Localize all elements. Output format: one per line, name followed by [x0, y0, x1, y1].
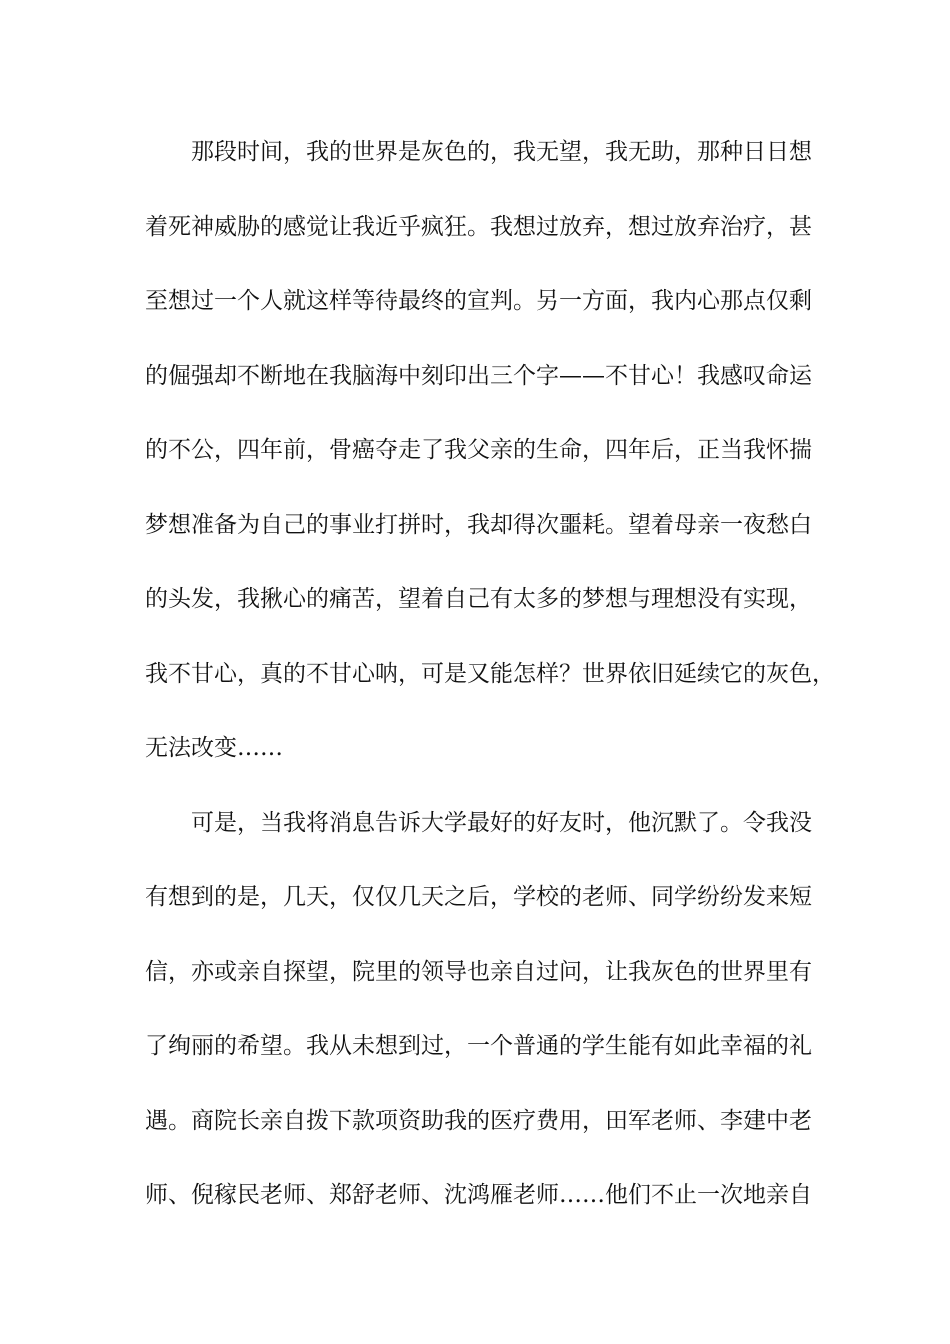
paragraph-line: 师、倪稼民老师、郑舒老师、沈鸿雁老师……他们不止一次地亲自: [145, 1182, 812, 1208]
paragraph-line: 着死神威胁的感觉让我近乎疯狂。我想过放弃，想过放弃治疗，甚: [145, 213, 812, 240]
paragraph-1: [145, 128, 835, 799]
paragraph-line: 信，亦或亲自探望，院里的领导也亲自过问，让我灰色的世界里有: [145, 958, 812, 985]
paragraph-line: 的倔强却不断地在我脑海中刻印出三个字——不甘心！我感叹命运: [145, 362, 812, 389]
paragraph-line: 可是，当我将消息告诉大学最好的好友时，他沉默了。令我没: [191, 809, 812, 836]
paragraph-line: 梦想准备为自己的事业打拼时，我却得次噩耗。望着母亲一夜愁白: [145, 511, 812, 538]
paragraph-line: 我不甘心，真的不甘心呐，可是又能怎样？世界依旧延续它的灰色，: [145, 660, 835, 687]
document-body: [145, 128, 835, 1246]
paragraph-line: 有想到的是，几天，仅仅几天之后，学校的老师、同学纷纷发来短: [145, 884, 812, 910]
paragraph-line: 至想过一个人就这样等待最终的宣判。另一方面，我内心那点仅剩: [145, 288, 812, 314]
paragraph-line: 那段时间，我的世界是灰色的，我无望，我无助，那种日日想: [191, 139, 812, 165]
paragraph-2: [145, 799, 825, 1246]
paragraph-line: 了绚丽的希望。我从未想到过，一个普通的学生能有如此幸福的礼: [145, 1033, 812, 1059]
paragraph-line: 的头发，我揪心的痛苦，望着自己有太多的梦想与理想没有实现，: [145, 586, 812, 612]
paragraph-line: 的不公，四年前，骨癌夺走了我父亲的生命，四年后，正当我怀揣: [145, 437, 812, 463]
paragraph-line: 无法改变……: [145, 735, 283, 761]
paragraph-line: 遇。商院长亲自拨下款项资助我的医疗费用，田军老师、李建中老: [145, 1107, 812, 1134]
